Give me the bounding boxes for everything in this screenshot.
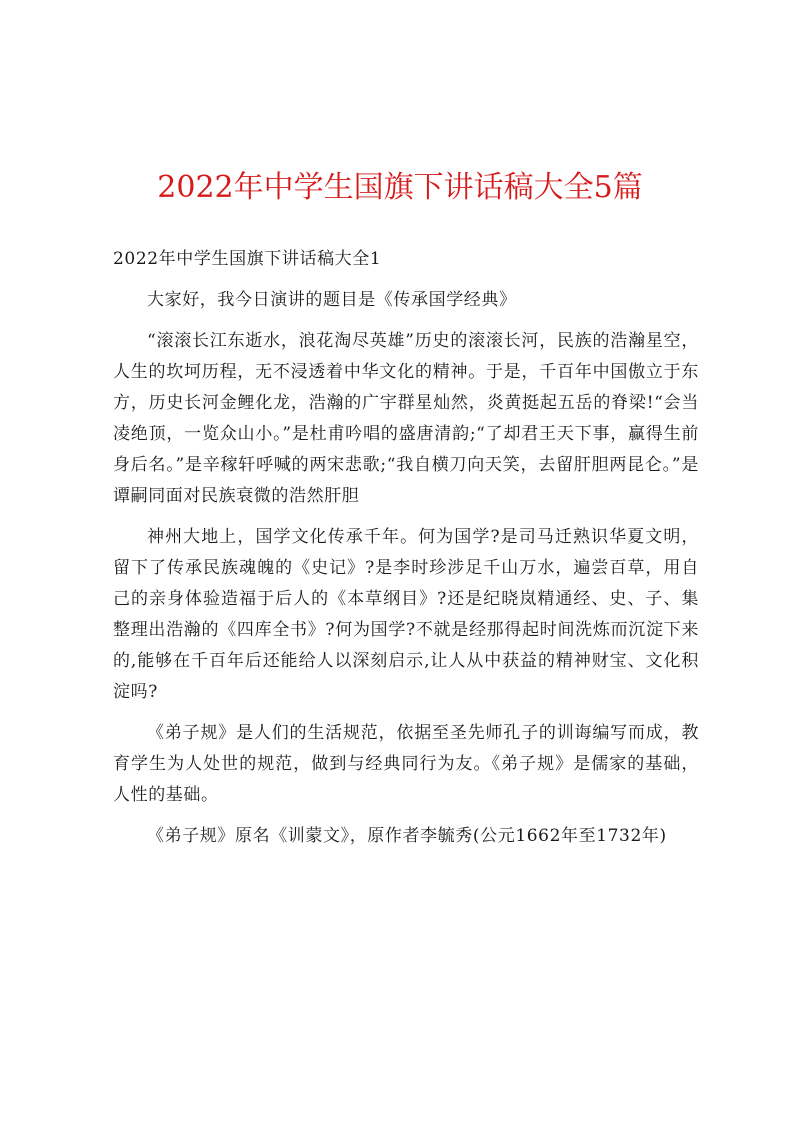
section-subtitle: 2022年中学生国旗下讲话稿大全1 [113,249,382,269]
document-title: 2022年中学生国旗下讲话稿大全5篇 [157,170,643,205]
paragraph-dizigui: 《弟子规》是人们的生活规范，依据至圣先师孔子的训诲编写而成，教育学生为人处世的规范，做到与经典同行为友。《弟子规》是儒家的基础，人性的基础。 [113,723,699,805]
paragraph-guoxue: 神州大地上，国学文化传承千年。何为国学?是司马迁熟识华夏文明，留下了传承民族魂魄的《史记》?是李时珍涉足千山万水，遍尝百草，用自己的亲身体验造福于后人的《本草纲目》?还是纪晓岚精通经、史、子、集整理出浩瀚的《四库全书》?何为国学?不就是经那得起时间洗炼而沉淀下来的,能够在千百年后还能给人以深刻启示,让人从中获益的精神财宝、文化积淀吗? [113,527,699,702]
paragraph-greeting: 大家好，我今日演讲的题目是《传承国学经典》 [147,290,517,310]
paragraph-history: “滚滚长江东逝水，浪花淘尽英雄”历史的滚滚长河，民族的浩瀚星空，人生的坎坷历程，无不浸透着中华文化的精神。于是，千百年中国傲立于东方，历史长河金鲤化龙，浩瀚的广宇群星灿然，炎黄挺起五岳的脊梁!“会当凌绝顶，一览众山小。”是杜甫吟唱的盛唐清韵;“了却君王天下事，赢得生前身后名。”是辛稼轩呼喊的两宋悲歌;“我自横刀向天笑，去留肝胆两昆仑。”是谭嗣同面对民族衰微的浩然肝胆 [113,331,699,506]
paragraph-dizigui-origin: 《弟子规》原名《训蒙文》，原作者李毓秀(公元1662年至1732年) [147,826,667,846]
document-body [113,244,699,862]
